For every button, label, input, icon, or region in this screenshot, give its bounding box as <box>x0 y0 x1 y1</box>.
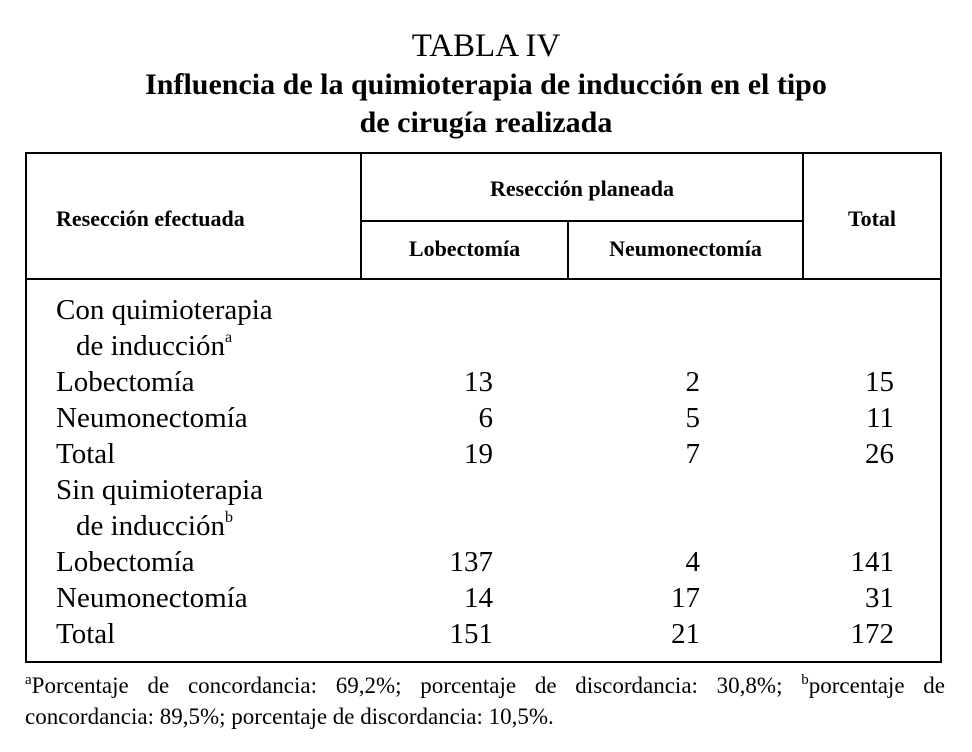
table-row <box>27 400 940 436</box>
cell-lobectomy: 6 <box>478 402 493 434</box>
row-label: Lobectomía <box>56 366 195 398</box>
table-row <box>27 616 940 652</box>
cell-total: 15 <box>865 366 894 398</box>
cell-total: 31 <box>865 582 894 614</box>
cell-lobectomy: 151 <box>449 618 493 650</box>
header-row-label: Resección efectuada <box>56 206 245 231</box>
cell-total: 26 <box>865 438 894 470</box>
section-label: Sin quimioterapia <box>56 474 263 506</box>
section-header-continued <box>27 328 940 364</box>
divider-header-body <box>27 278 940 280</box>
cell-total: 11 <box>866 402 894 434</box>
cell-pneumonectomy: 4 <box>685 546 700 578</box>
header-total: Total <box>847 206 897 231</box>
table-row <box>27 580 940 616</box>
cell-lobectomy: 14 <box>464 582 493 614</box>
cell-pneumonectomy: 5 <box>685 402 700 434</box>
header-pneumonectomy: Neumonectomía <box>609 236 762 261</box>
table-title-line-2: de cirugía realizada <box>359 106 613 139</box>
footnote-a-text: Porcentaje de concordancia: 69,2%; porcentaje de discordancia: 30,8%; <box>31 673 802 698</box>
table-row <box>27 544 940 580</box>
table-number: TABLA IV <box>411 28 561 64</box>
cell-pneumonectomy: 17 <box>671 582 700 614</box>
footnote-marker: a <box>25 672 32 688</box>
section-header-continued <box>27 508 940 544</box>
row-label: Total <box>56 438 116 470</box>
table-title <box>0 66 972 142</box>
section-header <box>27 292 940 328</box>
section-label: de inducción$^a$ <box>76 329 233 362</box>
cell-lobectomy: 13 <box>464 366 493 398</box>
header-group-planned: Resección planeada <box>490 176 674 201</box>
footnote-marker: b <box>801 672 809 688</box>
cell-lobectomy: 137 <box>449 546 493 578</box>
cell-lobectomy: 19 <box>464 438 493 470</box>
row-label: Neumonectomía <box>56 582 248 614</box>
cell-pneumonectomy: 7 <box>685 438 700 470</box>
data-table <box>25 152 942 663</box>
table-row <box>27 364 940 400</box>
divider-group-header <box>360 220 804 222</box>
cell-total: 172 <box>850 618 894 650</box>
section-label: Con quimioterapia <box>56 294 273 326</box>
table-title-line-1: Influencia de la quimioterapia de inducción en el tipo <box>145 68 827 101</box>
table-row <box>27 436 940 472</box>
row-label: Neumonectomía <box>56 402 248 434</box>
cell-total: 141 <box>850 546 894 578</box>
cell-pneumonectomy: 2 <box>685 366 700 398</box>
row-label: Total <box>56 618 116 650</box>
section-label: de inducción$^b$ <box>76 509 233 542</box>
footnote-b-text: porcentaje de concordancia: 89,5%; porcentaje de discordancia: 10,5%. <box>25 673 945 729</box>
row-label: Lobectomía <box>56 546 195 578</box>
footnote-marker: b <box>224 509 233 526</box>
cell-pneumonectomy: 21 <box>671 618 700 650</box>
section-header <box>27 472 940 508</box>
header-lobectomy: Lobectomía <box>408 236 521 261</box>
table-footnote <box>25 670 945 732</box>
footnote-marker: a <box>224 329 233 346</box>
